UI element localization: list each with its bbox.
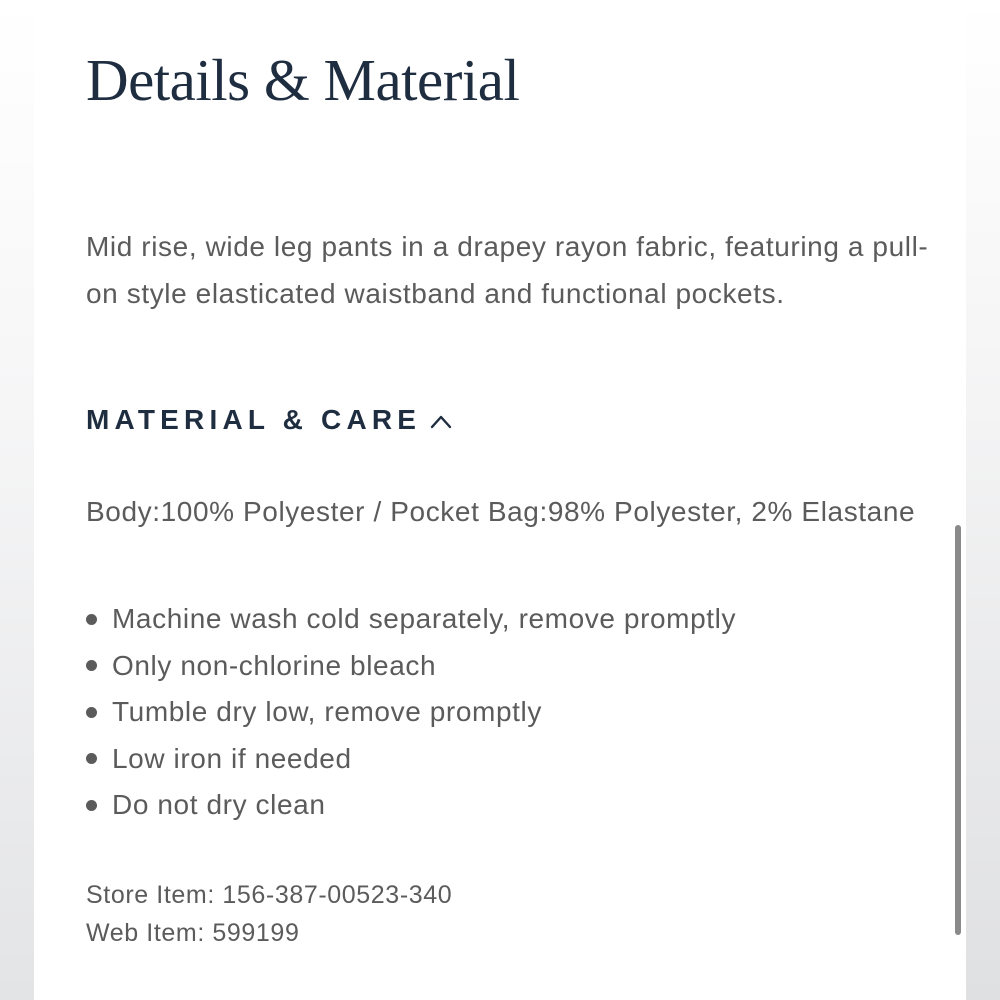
- material-composition: Body:100% Polyester / Pocket Bag:98% Polyester, 2% Elastane: [86, 496, 916, 527]
- bullet-icon: [86, 707, 97, 718]
- web-item-label: Web Item:: [86, 919, 205, 947]
- list-item: [86, 689, 736, 736]
- page-title: Details & Material: [86, 47, 520, 113]
- care-instructions-list: [86, 596, 736, 829]
- material-care-label: MATERIAL & CARE: [86, 404, 422, 435]
- chevron-up-icon: [429, 410, 453, 434]
- care-item-text: Low iron if needed: [112, 742, 352, 774]
- web-item-line: [86, 914, 452, 952]
- bullet-icon: [86, 660, 97, 671]
- store-item-line: [86, 876, 452, 914]
- care-item-text: Tumble dry low, remove promptly: [112, 696, 542, 727]
- list-item: [86, 596, 736, 643]
- care-item-text: Machine wash cold separately, remove promptly: [112, 603, 737, 634]
- list-item: [86, 736, 736, 783]
- bullet-icon: [86, 800, 97, 811]
- bullet-icon: [86, 753, 97, 764]
- product-description: Mid rise, wide leg pants in a drapey rayon fabric, featuring a pull-on style elasticated waistband and functional pockets.: [86, 231, 929, 309]
- bullet-icon: [86, 614, 97, 625]
- vertical-scrollbar[interactable]: [955, 525, 961, 935]
- store-item-label: Store Item:: [86, 881, 215, 909]
- care-item-text: Only non-chlorine bleach: [112, 649, 437, 681]
- item-identifiers: [86, 876, 452, 952]
- list-item: [86, 643, 736, 690]
- store-item-value: 156-387-00523-340: [222, 881, 453, 909]
- material-care-toggle[interactable]: [86, 398, 453, 442]
- web-item-value: 599199: [212, 919, 300, 947]
- care-item-text: Do not dry clean: [112, 789, 326, 820]
- right-edge-shade: [960, 0, 1000, 1000]
- list-item: [86, 782, 736, 829]
